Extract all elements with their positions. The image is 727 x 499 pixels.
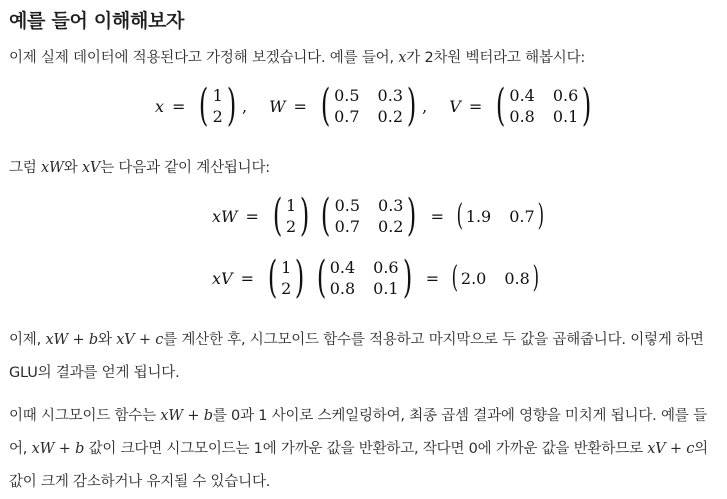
W-matrix-copy: ( 0.5 0.3 0.7 0.2 ) (321, 190, 417, 241)
V-matrix-copy: ( 0.4 0.6 0.8 0.1 ) (316, 252, 412, 303)
x-vector-copy: ( 1 2 ) (267, 252, 305, 303)
x-value: 1 (286, 196, 297, 215)
sigmoid-text-4: 의 값이 크게 감소하거나 유지될 수 있습니다. (9, 441, 708, 490)
compute-text-1: 그럼 (9, 160, 42, 176)
W-cell: 0.5 (334, 196, 361, 215)
V-cell: 0.6 (552, 86, 579, 105)
xV-result-value: 2.0 (460, 268, 487, 288)
W-cell: 0.3 (378, 196, 404, 215)
V-cell: 0.4 (509, 86, 535, 105)
V-symbol: V (449, 96, 461, 116)
xW-result-value: 1.9 (465, 206, 492, 226)
sigmoid-paragraph (9, 400, 724, 499)
definitions-equation: x = ( 1 2 ) , W = ( 0.5 0.3 0.7 0.2 ) , V = ( 0.4 0.6 0.8 0.1 ) (155, 84, 597, 128)
W-cell: 0.2 (377, 107, 403, 126)
compute-text-2: 와 (63, 160, 82, 176)
W-matrix: ( 0.5 0.3 0.7 0.2 ) (320, 80, 417, 131)
compute-text-3: 는 다음과 같이 계산됩니다: (100, 160, 270, 176)
xW-result-value: 0.7 (509, 206, 535, 226)
V-cell: 0.1 (552, 107, 579, 126)
x-value: 2 (212, 107, 223, 126)
xV-lhs: xV (212, 268, 233, 288)
W-cell: 0.7 (334, 217, 361, 236)
expr-xV-plus-c: xV + c (116, 332, 164, 348)
intro-paragraph (9, 42, 724, 75)
sigmoid-text-2: 를 0과 1 사이로 스케일링하여, 최종 곱셈 결과에 영향을 미치게 됩니다. 예를 들어, (9, 408, 707, 457)
intro-text-2: 가 2차원 벡터라고 해봅시다: (406, 50, 586, 66)
xV-result-value: 0.8 (504, 268, 530, 288)
W-cell: 0.3 (377, 86, 403, 105)
W-symbol: W (269, 96, 286, 116)
intro-text-1: 이제 실제 데이터에 적용된다고 가정해 보겠습니다. 예를 들어, (9, 50, 399, 66)
x-value: 1 (212, 86, 223, 105)
expr-xV-plus-c: xV + c (647, 441, 695, 457)
glu-text-2: 와 (97, 332, 117, 348)
x-symbol: x (155, 96, 165, 116)
sigmoid-text-3: 값이 크다면 시그모이드는 1에 가까운 값을 반환하고, 작다면 0에 가까운 값을 반환하므로 (84, 441, 648, 457)
sigmoid-text-1: 이때 시그모이드 함수는 (9, 408, 161, 424)
xW-equation: xW = ( 1 2 ) ( 0.5 0.3 0.7 0.2 ) = ( 1.9 0.7 ) (212, 194, 548, 238)
x-value: 2 (281, 279, 292, 298)
expr-xW-plus-b: xW + b (45, 332, 98, 348)
W-cell: 0.5 (334, 86, 360, 105)
glu-paragraph (9, 324, 724, 390)
V-cell: 0.6 (373, 258, 399, 277)
compute-intro-paragraph (9, 152, 724, 185)
xV-result: ( 2.0 0.8 ) (451, 260, 539, 295)
xV-equation: xV = ( 1 2 ) ( 0.4 0.6 0.8 0.1 ) = ( 2.0 0.8 ) (212, 256, 544, 300)
intro-var-x: x (398, 50, 407, 66)
glu-text-1: 이제, (9, 332, 46, 348)
V-cell: 0.8 (329, 279, 356, 298)
V-cell: 0.1 (373, 279, 399, 298)
x-value: 2 (286, 217, 297, 236)
W-cell: 0.2 (378, 217, 404, 236)
xW-lhs: xW (212, 206, 238, 226)
expr-xW: xW (41, 160, 64, 176)
W-cell: 0.7 (334, 107, 360, 126)
V-cell: 0.4 (329, 258, 356, 277)
x-value: 1 (281, 258, 292, 277)
V-matrix: ( 0.4 0.6 0.8 0.1 ) (496, 80, 592, 131)
expr-xW-plus-b: xW + b (31, 441, 85, 457)
expr-xV: xV (81, 160, 101, 176)
x-vector-copy: ( 1 2 ) (272, 190, 310, 241)
glu-text-3: 를 계산한 후, 시그모이드 함수를 적용하고 마지막으로 두 값을 곱해줍니다. 이렇게 하면 GLU의 결과를 얻게 됩니다. (9, 332, 704, 381)
section-title: 예를 들어 이해해보자 (9, 10, 185, 32)
x-vector: ( 1 2 ) (199, 80, 237, 131)
expr-xW-plus-b: xW + b (160, 408, 213, 424)
V-cell: 0.8 (509, 107, 535, 126)
xW-result: ( 1.9 0.7 ) (456, 198, 544, 233)
